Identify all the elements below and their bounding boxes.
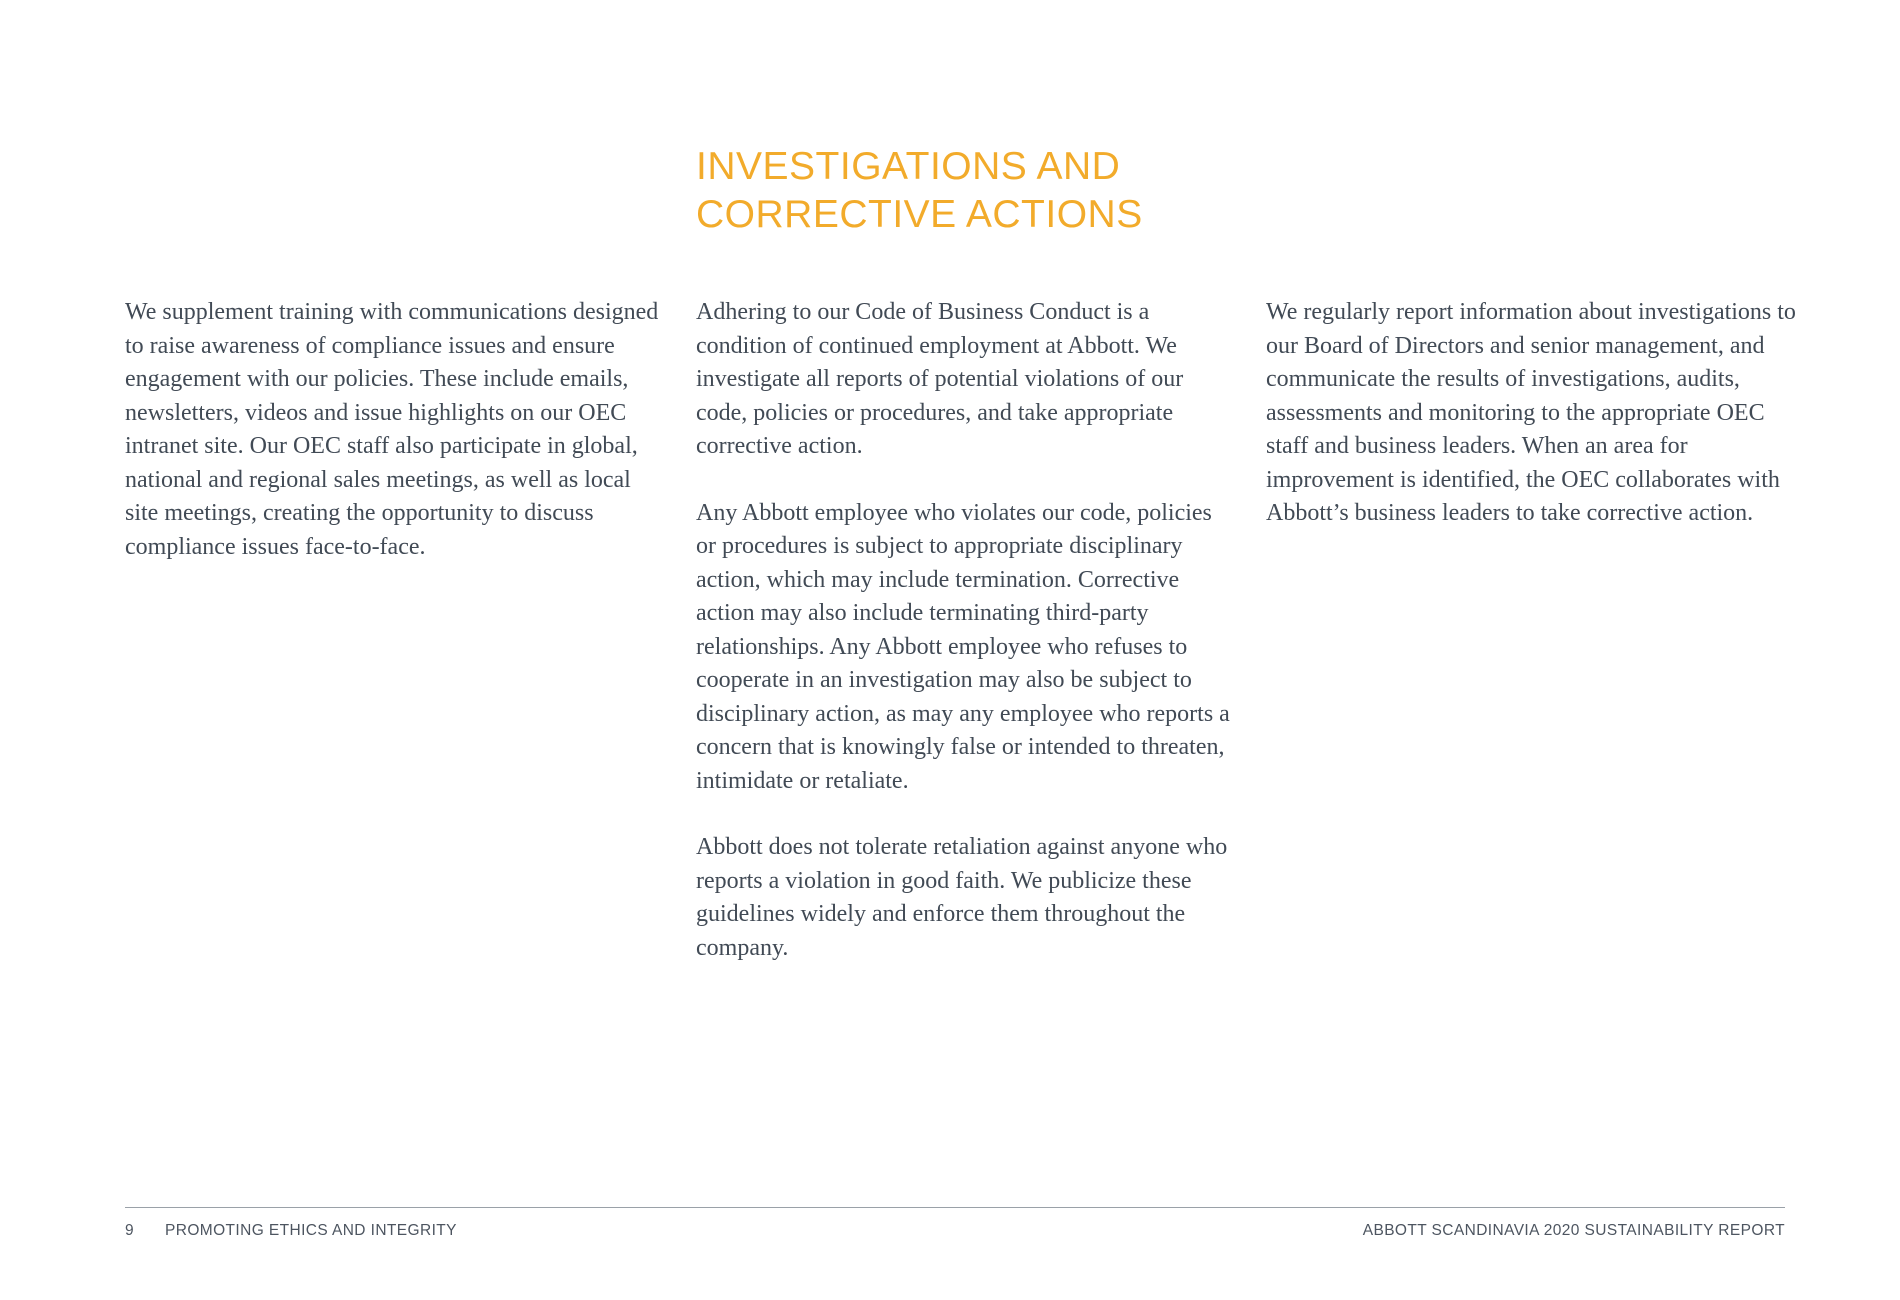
left-column (125, 296, 665, 597)
page-heading (696, 143, 1143, 239)
footer-report-title: ABBOTT SCANDINAVIA 2020 SUSTAINABILITY REPORT (1362, 1222, 1785, 1239)
right-paragraph-1: We regularly report information about investigations to our Board of Directors and senior management, and communicate the results of investigations, audits, assessments and monitoring to the appropriate OEC staff and business leaders. When an area for improvement is identified, the OEC collaborates with Abbott’s business leaders to take corrective action. (1266, 299, 1796, 526)
footer-page-number: 9 (125, 1222, 135, 1239)
right-column (1266, 296, 1806, 564)
middle-paragraph-3: Abbott does not tolerate retaliation against anyone who reports a violation in good faith. We publicize these guidelines widely and enforce them throughout the company. (696, 834, 1228, 961)
left-paragraph-1: We supplement training with communications designed to raise awareness of compliance issues and ensure engagement with our policies. These include emails, newsletters, videos and issue highlights on our OEC intranet site. Our OEC staff also participate in global, national and regional sales meetings, as well as local site meetings, creating the opportunity to discuss compliance issues face-to-face. (125, 299, 659, 560)
middle-paragraph-2: Any Abbott employee who violates our code, policies or procedures is subject to appropriate disciplinary action, which may include termination. Corrective action may also include terminating third-party relationships. Any Abbott employee who refuses to cooperate in an investigation may also be subject to disciplinary action, as may any employee who reports a concern that is knowingly false or intended to threaten, intimidate or retaliate. (696, 499, 1230, 794)
middle-column (696, 296, 1236, 998)
middle-paragraph-1: Adhering to our Code of Business Conduct is a condition of continued employment at Abbott. We investigate all reports of potential violations of our code, policies or procedures, and take appropriate corrective action. (696, 299, 1184, 459)
heading-line-1: INVESTIGATIONS AND (696, 145, 1121, 188)
footer-divider (125, 1207, 1785, 1208)
heading-line-2: CORRECTIVE ACTIONS (696, 193, 1143, 236)
footer-section-title: PROMOTING ETHICS AND INTEGRITY (165, 1222, 457, 1239)
